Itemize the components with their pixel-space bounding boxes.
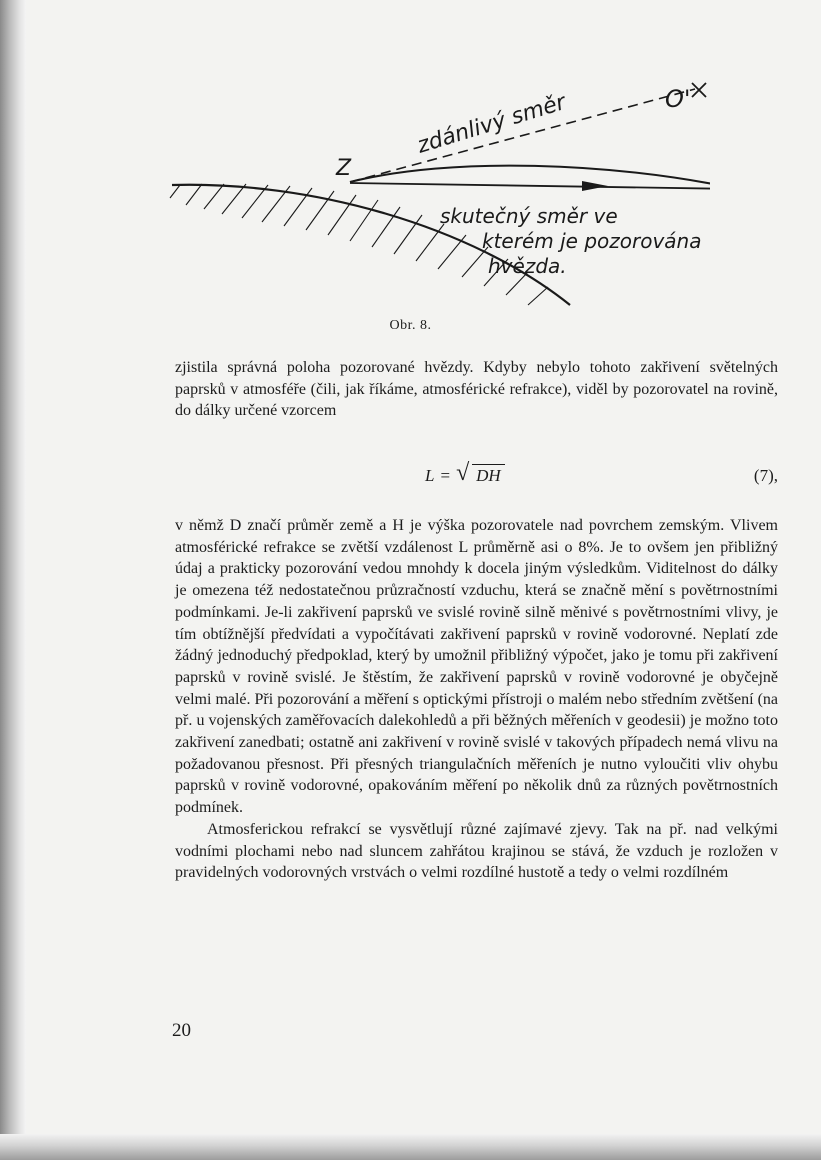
- square-root: [456, 460, 505, 486]
- apparent-direction-label: zdánlivý směr: [414, 89, 569, 159]
- scan-shadow-bottom: [0, 1134, 821, 1160]
- paragraph-3: Atmosferickou refrakcí se vysvětlují různé zajímavé zjevy. Tak na př. nad velkými vodními plochami nebo nad sluncem zahřátou krajinou se stává, že vzduch je rozložen v pravidelných vodorovných vrstvách o velmi rozdílné hustotě a tedy o velmi rozdílném: [175, 820, 778, 882]
- star-apparent-label: O': [665, 85, 691, 113]
- paragraph-1: [175, 357, 778, 422]
- formula-equals: =: [440, 466, 451, 485]
- refraction-figure: [150, 55, 710, 325]
- formula-expression: [425, 460, 505, 486]
- page-number: 20: [172, 1020, 191, 1041]
- formula-7: [175, 458, 778, 498]
- formula-number: (7),: [753, 466, 778, 485]
- direction-arrow: [582, 181, 608, 191]
- true-direction-label-line3: hvězda.: [488, 254, 567, 278]
- true-direction-label-line1: skutečný směr ve: [440, 204, 618, 228]
- formula-lhs: L: [425, 466, 435, 485]
- formula-radicand: DH: [472, 464, 505, 485]
- observer-label: Z: [336, 156, 352, 181]
- paragraph-1-text: zjistila správná poloha pozorované hvězdy. Kdyby nebylo tohoto zakřivení světelných paprsků v atmosféře (čili, jak říkáme, atmosférické refrakce), viděl by pozorovatel na rovině, do dálky určené vzorcem: [175, 359, 778, 420]
- refraction-diagram: [150, 55, 710, 325]
- true-direction-label-line2: kterém je pozorována: [482, 229, 702, 253]
- figure-caption: Obr. 8.: [389, 318, 432, 333]
- true-direction-line: [350, 183, 710, 189]
- scan-shadow-left: [0, 0, 26, 1160]
- sqrt-icon: √: [456, 460, 470, 486]
- paragraph-2: v němž D značí průměr země a H je výška pozorovatele nad povrchem zemským. Vlivem atmosférické refrakce se zvětší vzdálenost L průměrně asi o 8%. Je to ovšem jen přibližný údaj a prakticky pozorování vedou mnohdy k docela jiným výsledkům. Viditelnost do dálky je omezena též nedostatečnou průzračností vzduchu, která se značně mění s povětrnostními podmínkami. Je-li zakřivení paprsků ve svislé rovině silně měnivé s povětrnostními vlivy, je tím obtížnější předvídati a vypočítávati zakřivení paprsků v rovině vodorovné. Neplatí zde žádný jednoduchý předpoklad, který by umožnil přibližný výpočet, jako je tomu při zakřivení paprsků v rovině svislé. Je štěstím, že zakřivení paprsků v rovině vodorovné je obyčejně velmi malé. Při pozorování a měření s optickými přístroji o malém nebo středním zvětšení (na př. u vojenských zaměřovacích dalekohledů a při běžných měřeních v geodesii) je možno toto zakřivení zanedbati; ostatně ani zakřivení v rovině svislé v takových případech nemá vlivu na požadovanou přesnost. Při přesných triangulačních měřeních je nutno vyloučiti vliv ohybu paprsků v rovině vodorovné, opakováním měření po několik dnů za různých povětrnostních podmínek.: [175, 517, 778, 817]
- main-text: [175, 515, 778, 884]
